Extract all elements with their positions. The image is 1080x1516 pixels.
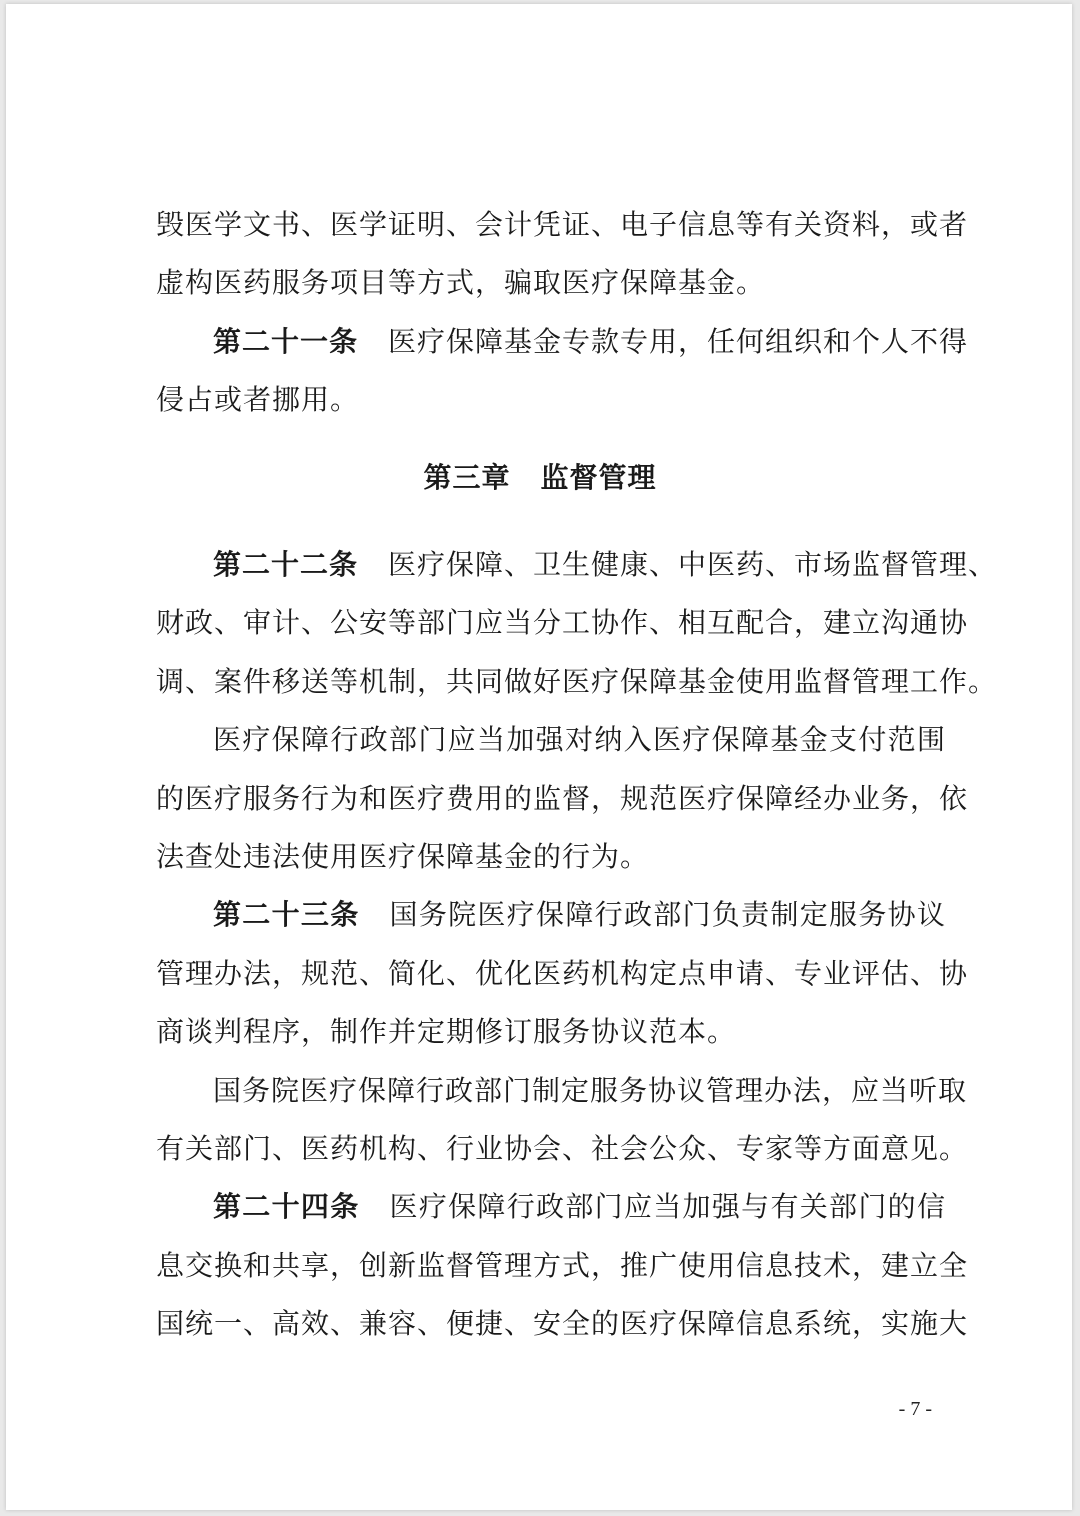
- article-label: 第二十四条: [213, 1190, 360, 1224]
- article-24-first-line: [156, 1178, 946, 1236]
- text-line: 法查处违法使用医疗保障基金的行为。: [156, 839, 650, 873]
- text-line: 医疗保障行政部门应当加强对纳入医疗保障基金支付范围: [213, 723, 946, 757]
- text-line: 财政、审计、公安等部门应当分工协作、相互配合，建立沟通协: [156, 606, 969, 640]
- text-line: 虚构医药服务项目等方式，骗取医疗保障基金。: [156, 266, 766, 300]
- chapter-number: 第三章: [423, 461, 511, 494]
- body-text-bottom: [156, 536, 998, 1353]
- article-23-first-line: [156, 886, 946, 944]
- text-line: 息交换和共享，创新监督管理方式，推广使用信息技术，建立全: [156, 1248, 969, 1282]
- text-line: 国务院医疗保障行政部门制定服务协议管理办法，应当听取: [213, 1073, 968, 1107]
- document-page: [6, 4, 1072, 1510]
- text-line: 商谈判程序，制作并定期修订服务协议范本。: [156, 1015, 737, 1049]
- text-line: 国务院医疗保障行政部门负责制定服务协议: [389, 898, 946, 932]
- page-number: - 7 -: [898, 1398, 932, 1420]
- article-22-first-line: [156, 536, 998, 594]
- text-line: 侵占或者挪用。: [156, 383, 360, 417]
- text-line: 医疗保障行政部门应当加强与有关部门的信: [389, 1190, 946, 1224]
- text-line: 医疗保障基金专款专用，任何组织和个人不得: [388, 324, 969, 358]
- body-text-top: [156, 196, 969, 430]
- text-line: 的医疗服务行为和医疗费用的监督，规范医疗保障经办业务，依: [156, 781, 969, 815]
- text-line: 调、案件移送等机制，共同做好医疗保障基金使用监督管理工作。: [156, 664, 998, 698]
- article-21-first-line: [156, 313, 969, 371]
- text-line: 管理办法，规范、简化、优化医药机构定点申请、专业评估、协: [156, 956, 969, 990]
- article-label: 第二十二条: [213, 548, 359, 581]
- text-line: 毁医学文书、医学证明、会计凭证、电子信息等有关资料，或者: [156, 208, 969, 241]
- text-line: 国统一、高效、兼容、便捷、安全的医疗保障信息系统，实施大: [156, 1307, 969, 1341]
- article-label: 第二十一条: [213, 324, 359, 358]
- text-line: 有关部门、医药机构、行业协会、社会公众、专家等方面意见。: [156, 1131, 969, 1165]
- chapter-heading: [0, 456, 1080, 496]
- chapter-title: 监督管理: [540, 461, 657, 494]
- article-label: 第二十三条: [213, 898, 360, 932]
- text-line: 医疗保障、卫生健康、中医药、市场监督管理、: [388, 548, 998, 581]
